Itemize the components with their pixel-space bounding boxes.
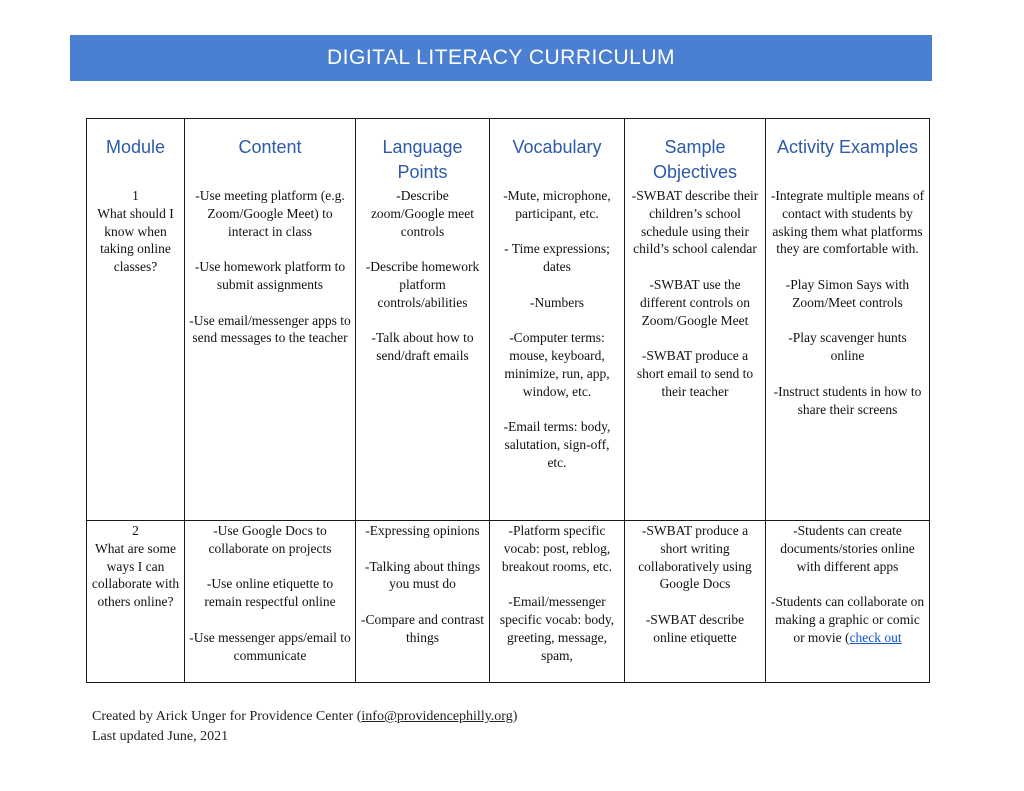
content-item: -Use online etiquette to remain respectful online	[204, 576, 336, 610]
vocabulary-cell	[490, 186, 625, 521]
activity-item-text: -Students can collaborate on making a graphic or comic or movie (	[770, 594, 925, 645]
credit-close: )	[512, 709, 518, 724]
module-question: What are some ways I can collaborate with others online?	[91, 540, 180, 610]
activity-item: -Play Simon Says with Zoom/Meet controls	[785, 276, 910, 310]
module-cell	[87, 186, 185, 521]
objectives-cell	[625, 521, 766, 683]
header-language-points: Language Points	[356, 119, 490, 187]
activity-item: -Instruct students in how to share their screens	[773, 383, 922, 417]
language-item: -Describe homework platform controls/abilities	[365, 259, 480, 310]
header-content: Content	[185, 119, 356, 187]
footer	[92, 707, 517, 747]
language-item: -Talking about things you must do	[364, 558, 481, 592]
curriculum-title: DIGITAL LITERACY CURRICULUM	[327, 46, 675, 69]
module-number: 2	[132, 523, 139, 538]
curriculum-title-banner	[70, 35, 932, 81]
language-points-cell	[356, 186, 490, 521]
language-item: -Expressing opinions	[365, 523, 480, 538]
language-item: -Compare and contrast things	[361, 611, 484, 645]
table-row	[87, 521, 930, 683]
activities-cell	[766, 521, 930, 683]
curriculum-table	[86, 118, 930, 683]
module-cell	[87, 521, 185, 683]
vocabulary-item: -Email terms: body, salutation, sign-off, etc.	[503, 419, 611, 470]
last-updated: Last updated June, 2021	[92, 729, 229, 744]
vocabulary-item: -Computer terms: mouse, keyboard, minimize, run, app, window, etc.	[504, 330, 610, 399]
language-points-cell	[356, 521, 490, 683]
module-question: What should I know when taking online classes?	[97, 205, 174, 275]
content-cell	[185, 521, 356, 683]
table-row	[87, 186, 930, 521]
header-row	[87, 119, 930, 187]
objective-item: -SWBAT describe online etiquette	[645, 611, 745, 645]
objective-item: -SWBAT use the different controls on Zoom/Google Meet	[640, 276, 750, 328]
header-module: Module	[87, 119, 185, 187]
language-item: -Talk about how to send/draft emails	[371, 330, 474, 364]
content-cell	[185, 186, 356, 521]
activity-item	[770, 593, 925, 646]
objective-item: -SWBAT produce a short writing collaboratively using Google Docs	[638, 523, 752, 592]
header-activity-examples: Activity Examples	[766, 119, 930, 187]
activities-cell	[766, 186, 930, 521]
content-item: -Use messenger apps/email to communicate	[189, 629, 351, 663]
objectives-cell	[625, 186, 766, 521]
content-item: -Use homework platform to submit assignments	[194, 259, 346, 292]
objective-item: -SWBAT describe their children’s school schedule using their child’s school calendar	[631, 188, 759, 257]
vocabulary-item: -Email/messenger specific vocab: body, greeting, message, spam,	[499, 594, 615, 663]
activity-item: -Integrate multiple means of contact with students by asking them what platforms they are comfortable with.	[770, 188, 925, 257]
email-link[interactable]: info@providencephilly.org	[361, 709, 513, 724]
header-vocabulary: Vocabulary	[490, 119, 625, 187]
content-item: -Use email/messenger apps to send messages to the teacher	[189, 312, 351, 346]
vocabulary-item: -Mute, microphone, participant, etc.	[503, 188, 611, 221]
header-sample-objectives: Sample Objectives	[625, 119, 766, 187]
vocabulary-item: -Platform specific vocab: post, reblog, breakout rooms, etc.	[501, 523, 613, 574]
activity-item: -Play scavenger hunts online	[788, 330, 907, 364]
vocabulary-item: - Time expressions; dates	[504, 241, 610, 275]
vocabulary-item: -Numbers	[530, 294, 584, 310]
content-item: -Use Google Docs to collaborate on projects	[208, 523, 332, 556]
credit-text: Created by Arick Unger for Providence Center (	[92, 709, 362, 724]
objective-item: -SWBAT produce a short email to send to their teacher	[636, 348, 754, 399]
language-item: -Describe zoom/Google meet controls	[370, 188, 475, 239]
vocabulary-cell	[490, 521, 625, 683]
activity-item: -Students can create documents/stories online with different apps	[780, 523, 915, 574]
check-out-link[interactable]: check out	[849, 629, 902, 645]
module-number: 1	[132, 188, 139, 203]
content-item: -Use meeting platform (e.g. Zoom/Google Meet) to interact in class	[195, 188, 345, 239]
credit-line	[92, 707, 517, 727]
